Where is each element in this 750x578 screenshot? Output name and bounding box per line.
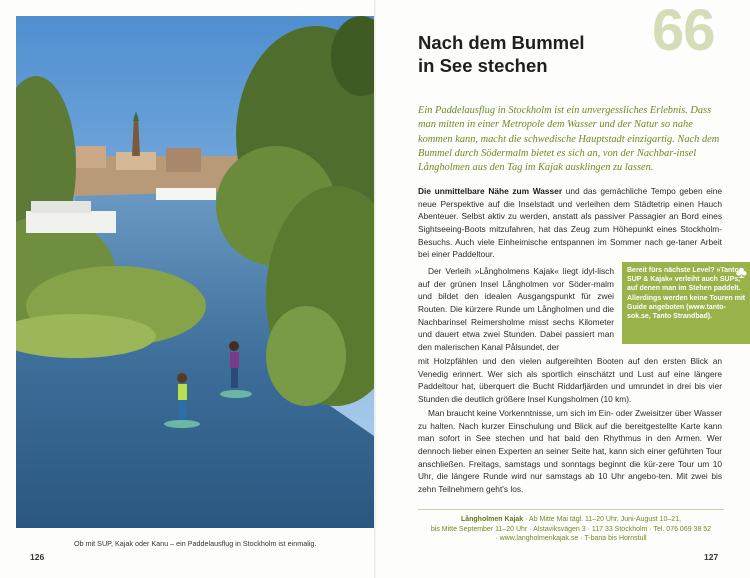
clover-icon: ♣ (735, 263, 747, 282)
page-number-left: 126 (30, 552, 45, 562)
page-gutter (374, 0, 376, 578)
info-line-2: bis Mitte September 11–20 Uhr · Alstaviksvägen 3 · 117 33 Stockholm · Tel. 076 069 38 52 (430, 525, 712, 533)
body-paragraph-1 (418, 185, 722, 261)
photo-caption: Ob mit SUP, Kajak oder Kanu – ein Paddelausflug in Stockholm ist einmalig. (74, 539, 317, 548)
chapter-title (418, 32, 618, 77)
kayak-photo (16, 16, 374, 528)
page-number-right: 127 (704, 552, 719, 562)
info-name: Långholmen Kajak (460, 516, 524, 523)
title-line-2: in See stechen (418, 54, 548, 76)
info-line-1: · Ab Mitte Mai tägl. 11–20 Uhr, Juni-August 10–21, (523, 516, 682, 523)
intro-paragraph: Ein Paddelausflug in Stockholm ist ein unvergessliches Erlebnis. Dass man mitten in einer Metropole dem Wasser und der Natur so nahe kommen kann, macht die schwedische Hauptstadt einzigartig. Nach dem Bummel durch Södermalm bietet es sich an, von der Nachbar-insel Långholmen aus den Tag im Kajak ausklingen zu lassen. (418, 105, 720, 173)
chapter-number: 66 (652, 0, 715, 63)
tip-text: Bereit fürs nächste Level? »Tanto SUP & Kajak« verleiht auch SUPs, auf denen man im Stehen paddelt. Allerdings werden keine Touren mit Guide angeboten (www.tanto-sok.se, Tanto Strandbad). (627, 267, 746, 321)
info-box (418, 509, 724, 553)
title-line-1: Nach dem Bummel (418, 32, 585, 53)
paragraph-1-text: und das gemächliche Tempo geben eine neue Perspektive auf die Inselstadt und verleihen dem Städtetrip einen Hauch Abenteuer. Selbst aktiv zu werden, anstatt als passiver Passagier an Bord eines Sightseeing-Boots mitzufahren, hat das Zeug zum Höhepunkt eines Stockholm-Besuchs. Auch viele Einheimische entspannen im Sommer nach ge-taner Arbeit bei einer Paddeltour. (418, 186, 722, 260)
body-paragraph-2: Der Verleih »Långholmens Kajak« liegt idyl-lisch auf der grünen Insel Långholmen vor Söder-malm und bildet den idealen Ausgangspunkt für zwei Routen. Die kürzere Runde um Långholmen und die Nachbarinsel Reimersholme misst sechs Kilometer und dauert etwa zwei Stunden. Dabei passiert man den malerischen Kanal Pålsundet, der (418, 266, 614, 353)
body-paragraph-2-continued: mit Holzpfählen und den vielen aufgereihten Booten auf den ersten Blick an Venedig erinnert. Wer sich als sportlich einschätzt und Lust auf eine längere Paddeltour hat, überquert die Bucht Riddarfjärden und umrundet in drei bis vier Stunden die deutlich größere Insel Kungsholmen (10 km). (418, 356, 722, 405)
lead-in: Die unmittelbare Nähe zum Wasser (418, 186, 563, 196)
info-line-3: · www.langholmenkajak.se · T-bana bis Hornstull (495, 535, 647, 543)
tip-box (622, 262, 750, 344)
body-paragraph-3: Man braucht keine Vorkenntnisse, um sich im Ein- oder Zweisitzer über Wasser zu halten. Nach kurzer Einschulung und Blick auf die bereitgestellte Karte kann man sofort in See stechen und hat bald den Rhythmus in den Armen. Wer dennoch lieber einen Experten an seiner Seite hat, kann sich einer geführten Tour anschließen. Freitags, samstags und sonntags beginnt die kür-zere Tour um 10 Uhr, die längere Runde wird nur samstags ab 10 Uhr angebo-ten. Mit zwei bis zehn Teilnehmern geht's los. (418, 408, 722, 495)
